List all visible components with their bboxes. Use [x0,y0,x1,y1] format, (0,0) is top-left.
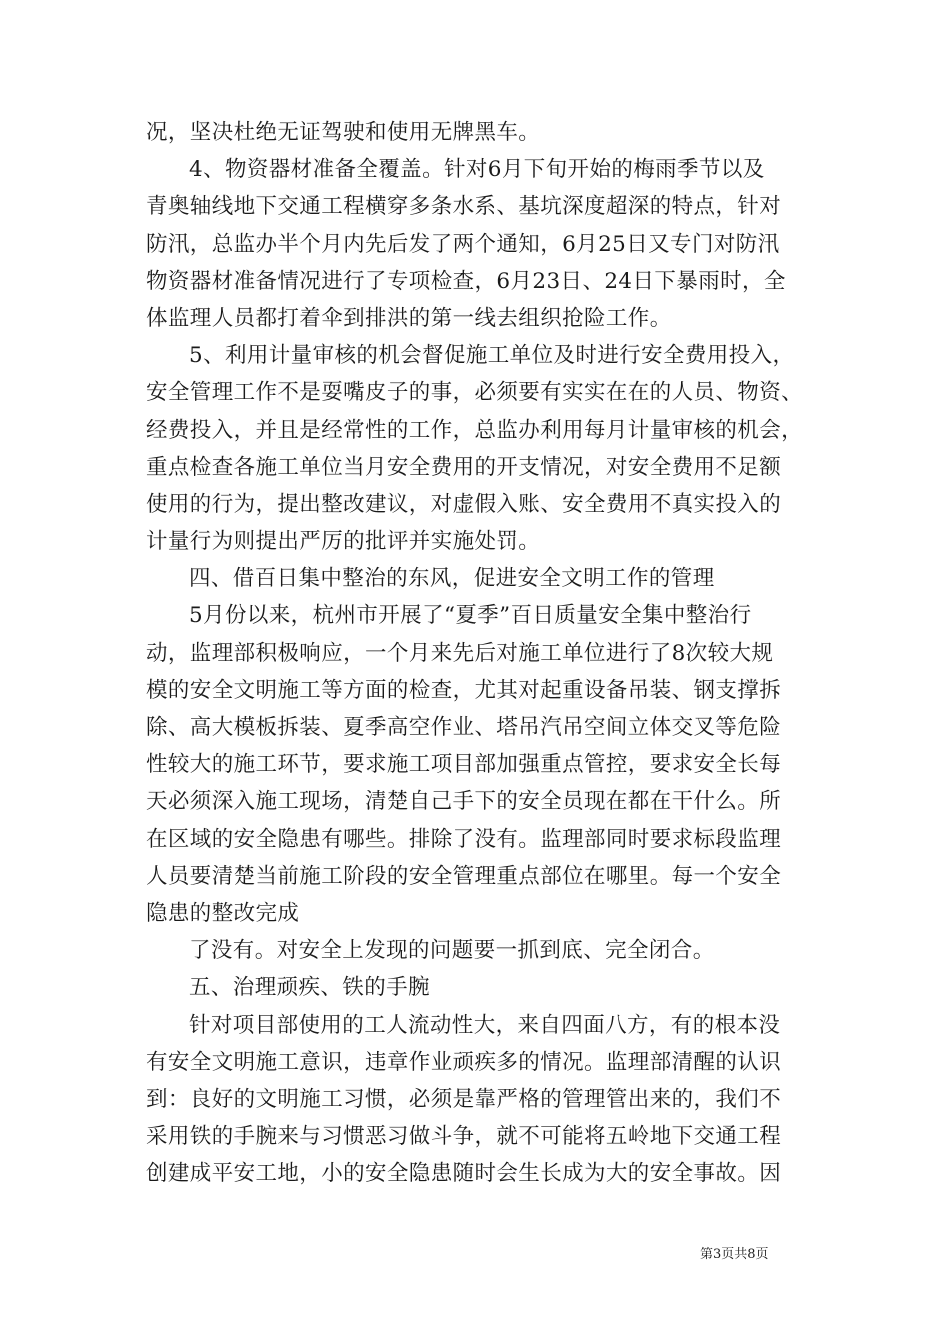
text-line: 重点检查各施工单位当月安全费用的开支情况，对安全费用不足额 [146,454,782,480]
text-line: 四、借百日集中整治的东风，促进安全文明工作的管理 [189,566,715,592]
text-line: 青奥轴线地下交通工程横穿多条水系、基坑深度超深的特点，针对 [146,194,782,220]
text-line: 有安全文明施工意识，违章作业顽疾多的情况。监理部清醒的认识 [146,1049,782,1075]
text-line: 防汛，总监办半个月内先后发了两个通知，6月25日又专门对防汛 [146,231,780,257]
text-line: 隐患的整改完成 [146,900,300,926]
text-line: 5、利用计量审核的机会督促施工单位及时进行安全费用投入， [189,343,795,369]
text-line: 模的安全文明施工等方面的检查，尤其对起重设备吊装、钢支撑拆 [146,677,782,703]
text-line: 采用铁的手腕来与习惯恶习做斗争，就不可能将五岭地下交通工程 [146,1124,782,1150]
text-line: 天必须深入施工现场，清楚自己手下的安全员现在都在干什么。所 [146,789,782,815]
text-line: 除、高大模板拆装、夏季高空作业、塔吊汽吊空间立体交叉等危险 [146,715,782,740]
text-line: 创建成平安工地，小的安全隐患随时会生长成为大的安全事故。因 [146,1161,782,1187]
text-line: 动，监理部积极响应，一个月来先后对施工单位进行了8次较大规 [146,640,774,666]
text-line: 使用的行为，提出整改建议，对虚假入账、安全费用不真实投入的 [146,491,782,517]
text-line: 况，坚决杜绝无证驾驶和使用无牌黑车。 [146,120,541,145]
text-line: 在区域的安全隐患有哪些。排除了没有。监理部同时要求标段监理 [146,826,782,852]
text-line: 了没有。对安全上发现的问题要一抓到底、完全闭合。 [189,938,715,964]
text-line: 到：良好的文明施工习惯，必须是靠严格的管理管出来的，我们不 [146,1086,782,1112]
body-text [146,114,836,1192]
text-line: 5月份以来，杭州市开展了“夏季”百日质量安全集中整治行 [189,603,752,629]
text-line: 五、治理顽疾、铁的手腕 [189,975,430,1001]
text-line: 计量行为则提出严厉的批评并实施处罚。 [146,529,541,555]
text-line: 4、物资器材准备全覆盖。针对6月下旬开始的梅雨季节以及 [189,157,765,183]
page-number-footer: 第3页共8页 [700,1247,769,1262]
text-line: 体监理人员都打着伞到排洪的第一线去组织抢险工作。 [146,305,672,331]
text-line: 性较大的施工环节，要求施工项目部加强重点管控，要求安全长每 [146,752,782,778]
text-line: 人员要清楚当前施工阶段的安全管理重点部位在哪里。每一个安全 [146,863,782,889]
text-line: 安全管理工作不是耍嘴皮子的事，必须要有实实在在的人员、物资、 [146,380,804,406]
text-line: 经费投入，并且是经常性的工作，总监办利用每月计量审核的机会， [146,417,804,443]
text-line: 物资器材准备情况进行了专项检查，6月23日、24日下暴雨时，全 [146,268,786,294]
text-line: 针对项目部使用的工人流动性大，来自四面八方，有的根本没 [189,1012,781,1038]
